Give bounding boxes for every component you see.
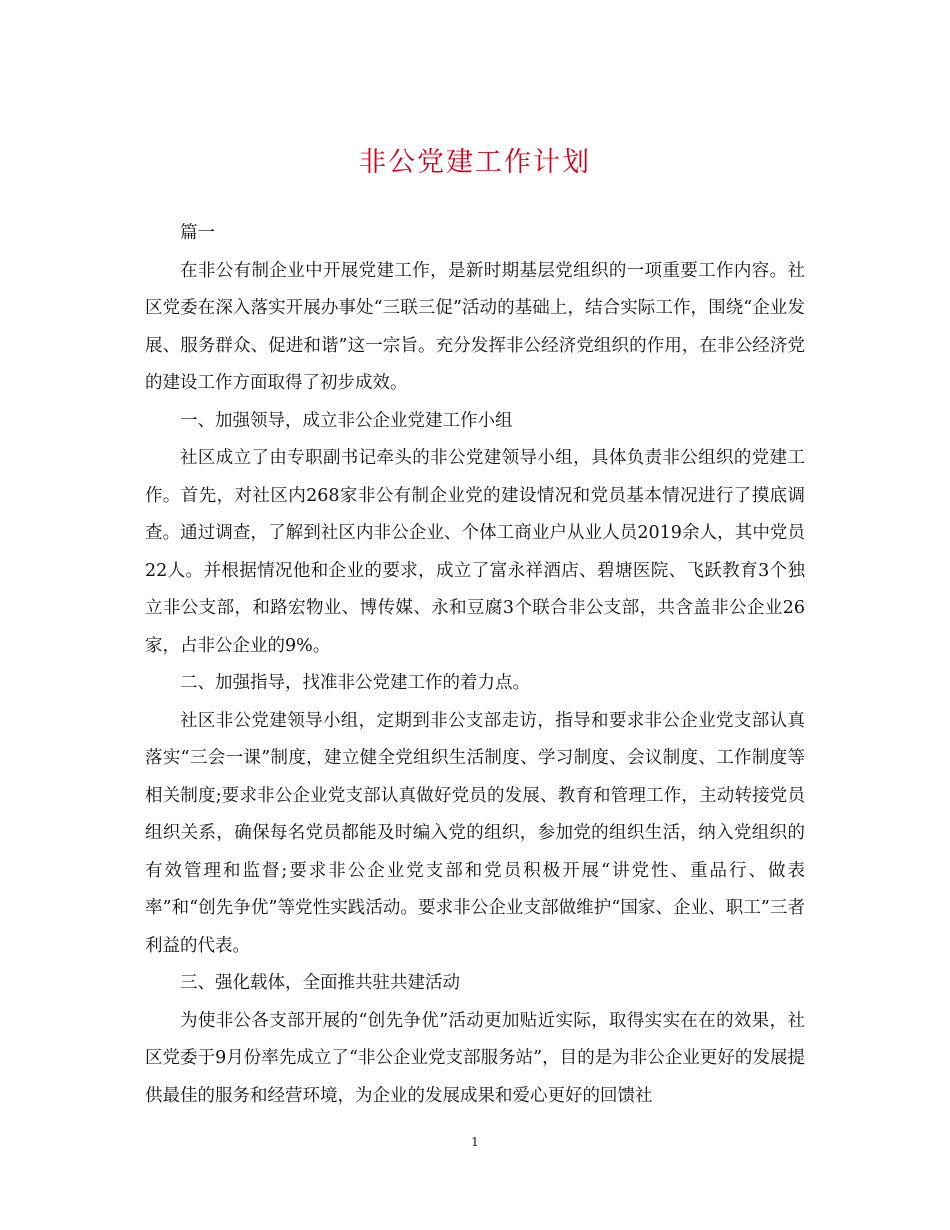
paragraph-1: 社区成立了由专职副书记牵头的非公党建领导小组，具体负责非公组织的党建工作。首先，对社区内268家非公有制企业党的建设情况和党员基本情况进行了摸底调查。通过调查，了解到社区内非公企业、个体工商业户从业人员2019余人，其中党员22人。并根据情况他和企业的要求，成立了富永祥酒店、碧塘医院、飞跃教育3个独立非公支部，和路宏物业、博传媒、永和豆腐3个联合非公支部，共含盖非公企业26家，占非公企业的9%。 <box>145 448 805 656</box>
paragraph-intro: 在非公有制企业中开展党建工作，是新时期基层党组织的一项重要工作内容。社区党委在深入落实开展办事处“三联三促”活动的基础上，结合实际工作，围绕“企业发展、服务群众、促进和谐”这一宗旨。充分发挥非公经济党组织的作用，在非公经济党的建设工作方面取得了初步成效。 <box>145 260 805 393</box>
heading-2: 二、加强指导，找准非公党建工作的着力点。 <box>180 673 530 693</box>
document-title: 非公党建工作计划 <box>359 147 591 178</box>
heading-3: 三、强化载体，全面推共驻共建活动 <box>180 973 460 993</box>
document-body <box>145 215 805 1115</box>
paragraph-3: 为使非公各支部开展的“创先争优”活动更加贴近实际，取得实实在在的效果，社区党委于9月份率先成立了“非公企业党支部服务站”，目的是为非公企业更好的发展提供最佳的服务和经营环境，为企业的发展成果和爱心更好的回馈社 <box>145 1010 805 1106</box>
heading-1: 一、加强领导，成立非公企业党建工作小组 <box>180 410 513 431</box>
page-number: 1 <box>471 1135 479 1149</box>
section-label: 篇一 <box>180 223 215 243</box>
paragraph-2: 社区非公党建领导小组，定期到非公支部走访，指导和要求非公企业党支部认真落实“三会一课”制度，建立健全党组织生活制度、学习制度、会议制度、工作制度等相关制度;要求非公企业党支部认真做好党员的发展、教育和管理工作，主动转接党员组织关系，确保每名党员都能及时编入党的组织，参加党的组织生活，纳入党组织的有效管理和监督;要求非公企业党支部和党员积极开展“讲党性、重品行、做表率”和“创先争优”等党性实践活动。要求非公企业支部做维护“国家、企业、职工”三者利益的代表。 <box>145 710 805 956</box>
